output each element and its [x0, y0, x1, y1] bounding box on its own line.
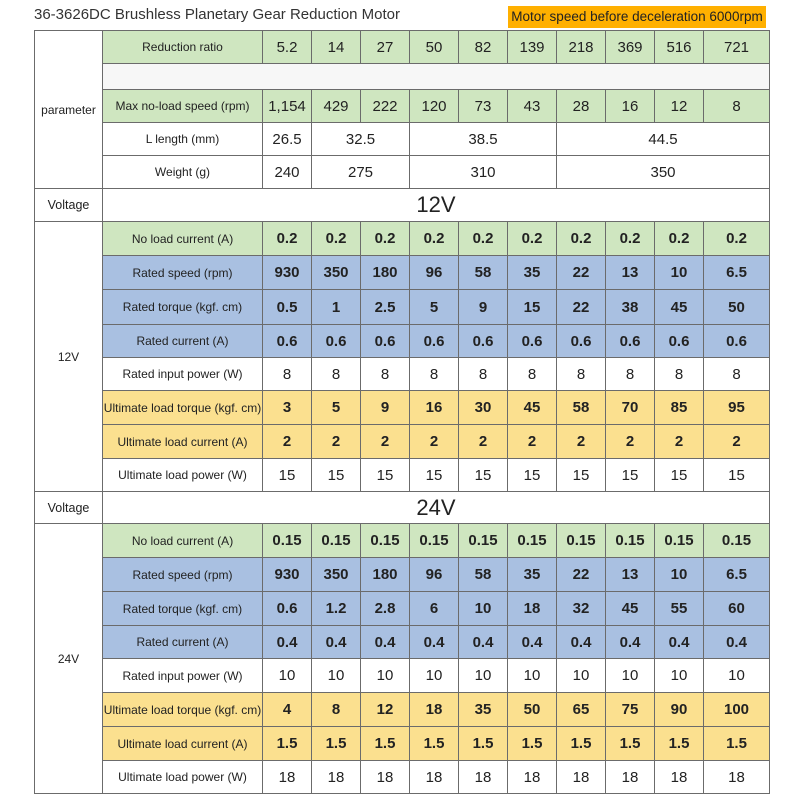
table-row — [35, 358, 770, 391]
value-cell: 0.15 — [263, 524, 312, 558]
value-cell: 9 — [459, 290, 508, 325]
value-cell: 50 — [508, 693, 557, 727]
value-cell: 12 — [361, 693, 410, 727]
value-cell: 4 — [263, 693, 312, 727]
row-label: L length (mm) — [103, 123, 263, 156]
row-label: Rated torque (kgf. cm) — [103, 592, 263, 626]
table-row — [35, 761, 770, 794]
value-cell: 8 — [410, 358, 459, 391]
value-cell: 120 — [410, 90, 459, 123]
value-cell: 0.15 — [459, 524, 508, 558]
row-label: Ultimate load power (W) — [103, 761, 263, 794]
row-label: Weight (g) — [103, 156, 263, 189]
value-cell: 0.2 — [410, 222, 459, 256]
value-cell: 16 — [410, 391, 459, 425]
value-cell: 18 — [263, 761, 312, 794]
value-cell: 0.2 — [459, 222, 508, 256]
table-row — [35, 626, 770, 659]
value-cell: 18 — [312, 761, 361, 794]
value-cell: 8 — [361, 358, 410, 391]
value-cell: 369 — [606, 31, 655, 64]
value-cell: 2 — [557, 425, 606, 459]
value-cell: 429 — [312, 90, 361, 123]
value-cell: 58 — [459, 558, 508, 592]
table-row — [35, 64, 770, 90]
value-cell: 0.15 — [508, 524, 557, 558]
table-row — [35, 325, 770, 358]
value-cell: 15 — [655, 459, 704, 492]
table-row — [35, 659, 770, 693]
value-cell: 1.5 — [410, 727, 459, 761]
value-cell: 96 — [410, 256, 459, 290]
value-cell: 0.6 — [508, 325, 557, 358]
value-cell: 0.6 — [263, 325, 312, 358]
value-cell: 15 — [410, 459, 459, 492]
value-cell: 222 — [361, 90, 410, 123]
value-cell: 10 — [410, 659, 459, 693]
value-cell: 180 — [361, 558, 410, 592]
value-cell: 2 — [312, 425, 361, 459]
value-cell: 38.5 — [410, 123, 557, 156]
value-cell: 22 — [557, 256, 606, 290]
value-cell: 18 — [410, 693, 459, 727]
value-cell: 35 — [508, 558, 557, 592]
table-row — [35, 524, 770, 558]
table-row — [35, 90, 770, 123]
value-cell: 2 — [655, 425, 704, 459]
value-cell: 0.2 — [557, 222, 606, 256]
value-cell: 2 — [606, 425, 655, 459]
value-cell: 0.4 — [361, 626, 410, 659]
value-cell: 10 — [704, 659, 770, 693]
row-label: Ultimate load current (A) — [103, 425, 263, 459]
voltage-value: 12V — [103, 189, 770, 222]
value-cell: 0.5 — [263, 290, 312, 325]
value-cell: 0.4 — [263, 626, 312, 659]
value-cell: 5 — [312, 391, 361, 425]
value-cell: 8 — [459, 358, 508, 391]
value-cell: 0.15 — [655, 524, 704, 558]
table-row — [35, 156, 770, 189]
value-cell: 44.5 — [557, 123, 770, 156]
value-cell: 10 — [655, 659, 704, 693]
value-cell: 310 — [410, 156, 557, 189]
value-cell: 0.6 — [704, 325, 770, 358]
value-cell: 930 — [263, 256, 312, 290]
value-cell: 16 — [606, 90, 655, 123]
row-label: Rated input power (W) — [103, 659, 263, 693]
value-cell: 0.4 — [557, 626, 606, 659]
value-cell: 0.15 — [704, 524, 770, 558]
row-label: Rated current (A) — [103, 626, 263, 659]
value-cell: 12 — [655, 90, 704, 123]
value-cell: 0.4 — [704, 626, 770, 659]
value-cell: 18 — [557, 761, 606, 794]
value-cell: 0.6 — [459, 325, 508, 358]
value-cell: 2 — [263, 425, 312, 459]
value-cell: 0.4 — [459, 626, 508, 659]
value-cell: 32 — [557, 592, 606, 626]
value-cell: 22 — [557, 290, 606, 325]
value-cell: 1.5 — [557, 727, 606, 761]
value-cell: 350 — [312, 558, 361, 592]
value-cell: 0.15 — [312, 524, 361, 558]
voltage-label: Voltage — [35, 189, 103, 222]
value-cell: 95 — [704, 391, 770, 425]
value-cell: 1.5 — [312, 727, 361, 761]
value-cell: 27 — [361, 31, 410, 64]
value-cell: 50 — [704, 290, 770, 325]
table-row — [35, 727, 770, 761]
value-cell: 14 — [312, 31, 361, 64]
value-cell: 0.6 — [361, 325, 410, 358]
voltage-label: Voltage — [35, 492, 103, 524]
row-label: Rated torque (kgf. cm) — [103, 290, 263, 325]
value-cell: 55 — [655, 592, 704, 626]
value-cell: 8 — [263, 358, 312, 391]
table-row — [35, 31, 770, 64]
value-cell: 100 — [704, 693, 770, 727]
value-cell: 350 — [312, 256, 361, 290]
value-cell: 18 — [508, 761, 557, 794]
value-cell: 73 — [459, 90, 508, 123]
value-cell: 6.5 — [704, 256, 770, 290]
value-cell: 0.2 — [508, 222, 557, 256]
value-cell: 45 — [606, 592, 655, 626]
value-cell: 18 — [459, 761, 508, 794]
value-cell: 15 — [459, 459, 508, 492]
table-row — [35, 189, 770, 222]
value-cell: 0.2 — [263, 222, 312, 256]
row-label: Rated current (A) — [103, 325, 263, 358]
value-cell: 70 — [606, 391, 655, 425]
table-row — [35, 123, 770, 156]
value-cell: 26.5 — [263, 123, 312, 156]
value-cell: 18 — [508, 592, 557, 626]
value-cell: 180 — [361, 256, 410, 290]
value-cell: 0.2 — [704, 222, 770, 256]
value-cell: 15 — [312, 459, 361, 492]
value-cell: 5 — [410, 290, 459, 325]
value-cell: 38 — [606, 290, 655, 325]
value-cell: 0.6 — [312, 325, 361, 358]
value-cell: 2 — [410, 425, 459, 459]
parameter-label: parameter — [35, 31, 103, 189]
value-cell: 2.8 — [361, 592, 410, 626]
value-cell: 60 — [704, 592, 770, 626]
value-cell: 35 — [508, 256, 557, 290]
value-cell: 350 — [557, 156, 770, 189]
value-cell: 0.2 — [361, 222, 410, 256]
value-cell: 45 — [508, 391, 557, 425]
value-cell: 139 — [508, 31, 557, 64]
value-cell: 15 — [508, 459, 557, 492]
value-cell: 50 — [410, 31, 459, 64]
section-label: 24V — [35, 524, 103, 794]
value-cell: 18 — [704, 761, 770, 794]
table-row — [35, 222, 770, 256]
value-cell: 0.4 — [508, 626, 557, 659]
voltage-value: 24V — [103, 492, 770, 524]
row-label: Max no-load speed (rpm) — [103, 90, 263, 123]
row-label: Ultimate load torque (kgf. cm) — [103, 693, 263, 727]
value-cell: 10 — [361, 659, 410, 693]
value-cell: 721 — [704, 31, 770, 64]
row-label: Ultimate load torque (kgf. cm) — [103, 391, 263, 425]
value-cell: 10 — [557, 659, 606, 693]
table-row — [35, 592, 770, 626]
value-cell: 6.5 — [704, 558, 770, 592]
value-cell: 1.5 — [263, 727, 312, 761]
value-cell: 275 — [312, 156, 410, 189]
value-cell: 15 — [361, 459, 410, 492]
value-cell: 28 — [557, 90, 606, 123]
value-cell: 90 — [655, 693, 704, 727]
value-cell: 2 — [704, 425, 770, 459]
value-cell: 2.5 — [361, 290, 410, 325]
value-cell: 10 — [459, 659, 508, 693]
value-cell: 0.2 — [606, 222, 655, 256]
value-cell: 218 — [557, 31, 606, 64]
value-cell: 1.5 — [704, 727, 770, 761]
value-cell: 9 — [361, 391, 410, 425]
value-cell: 82 — [459, 31, 508, 64]
value-cell: 2 — [459, 425, 508, 459]
value-cell: 10 — [606, 659, 655, 693]
value-cell: 30 — [459, 391, 508, 425]
value-cell: 0.6 — [410, 325, 459, 358]
value-cell: 0.2 — [312, 222, 361, 256]
value-cell: 0.2 — [655, 222, 704, 256]
value-cell: 240 — [263, 156, 312, 189]
motor-speed-badge: Motor speed before deceleration 6000rpm — [508, 6, 766, 28]
value-cell: 2 — [361, 425, 410, 459]
value-cell: 45 — [655, 290, 704, 325]
table-row — [35, 492, 770, 524]
value-cell: 15 — [263, 459, 312, 492]
value-cell: 1.5 — [508, 727, 557, 761]
value-cell: 13 — [606, 256, 655, 290]
value-cell: 13 — [606, 558, 655, 592]
row-label: Ultimate load current (A) — [103, 727, 263, 761]
value-cell: 5.2 — [263, 31, 312, 64]
value-cell: 10 — [655, 256, 704, 290]
table-row — [35, 290, 770, 325]
value-cell: 58 — [557, 391, 606, 425]
value-cell: 0.15 — [606, 524, 655, 558]
value-cell: 0.15 — [361, 524, 410, 558]
value-cell: 0.6 — [263, 592, 312, 626]
value-cell: 0.15 — [557, 524, 606, 558]
value-cell: 0.4 — [410, 626, 459, 659]
value-cell: 18 — [606, 761, 655, 794]
table-row — [35, 558, 770, 592]
value-cell: 10 — [312, 659, 361, 693]
value-cell: 8 — [312, 693, 361, 727]
value-cell: 1.2 — [312, 592, 361, 626]
value-cell: 18 — [361, 761, 410, 794]
value-cell: 8 — [312, 358, 361, 391]
value-cell: 10 — [655, 558, 704, 592]
value-cell: 35 — [459, 693, 508, 727]
value-cell: 2 — [508, 425, 557, 459]
value-cell: 58 — [459, 256, 508, 290]
value-cell: 0.4 — [312, 626, 361, 659]
value-cell: 15 — [704, 459, 770, 492]
value-cell: 15 — [606, 459, 655, 492]
value-cell: 8 — [655, 358, 704, 391]
value-cell: 1.5 — [459, 727, 508, 761]
value-cell: 18 — [410, 761, 459, 794]
value-cell: 10 — [459, 592, 508, 626]
row-label: No load current (A) — [103, 524, 263, 558]
value-cell: 10 — [508, 659, 557, 693]
value-cell: 75 — [606, 693, 655, 727]
value-cell: 3 — [263, 391, 312, 425]
row-label: Rated speed (rpm) — [103, 256, 263, 290]
value-cell: 1.5 — [655, 727, 704, 761]
value-cell: 85 — [655, 391, 704, 425]
value-cell: 8 — [508, 358, 557, 391]
value-cell: 1.5 — [361, 727, 410, 761]
row-label: Reduction ratio — [103, 31, 263, 64]
value-cell: 18 — [655, 761, 704, 794]
value-cell: 930 — [263, 558, 312, 592]
value-cell: 0.6 — [557, 325, 606, 358]
value-cell: 65 — [557, 693, 606, 727]
row-label: Rated speed (rpm) — [103, 558, 263, 592]
table-row — [35, 425, 770, 459]
table-row — [35, 693, 770, 727]
value-cell: 15 — [508, 290, 557, 325]
value-cell: 1.5 — [606, 727, 655, 761]
blank-row — [103, 64, 770, 90]
row-label: No load current (A) — [103, 222, 263, 256]
table-row — [35, 459, 770, 492]
row-label: Rated input power (W) — [103, 358, 263, 391]
row-label: Ultimate load power (W) — [103, 459, 263, 492]
spec-table — [34, 30, 770, 794]
value-cell: 8 — [704, 358, 770, 391]
value-cell: 43 — [508, 90, 557, 123]
value-cell: 1,154 — [263, 90, 312, 123]
value-cell: 0.4 — [606, 626, 655, 659]
value-cell: 516 — [655, 31, 704, 64]
value-cell: 96 — [410, 558, 459, 592]
value-cell: 22 — [557, 558, 606, 592]
value-cell: 8 — [557, 358, 606, 391]
table-row — [35, 391, 770, 425]
value-cell: 10 — [263, 659, 312, 693]
value-cell: 0.15 — [410, 524, 459, 558]
value-cell: 32.5 — [312, 123, 410, 156]
value-cell: 15 — [557, 459, 606, 492]
value-cell: 8 — [704, 90, 770, 123]
value-cell: 0.6 — [655, 325, 704, 358]
value-cell: 6 — [410, 592, 459, 626]
value-cell: 8 — [606, 358, 655, 391]
value-cell: 0.6 — [606, 325, 655, 358]
page-title: 36-3626DC Brushless Planetary Gear Reduction Motor — [34, 6, 401, 23]
value-cell: 0.4 — [655, 626, 704, 659]
value-cell: 1 — [312, 290, 361, 325]
table-row — [35, 256, 770, 290]
section-label: 12V — [35, 222, 103, 492]
